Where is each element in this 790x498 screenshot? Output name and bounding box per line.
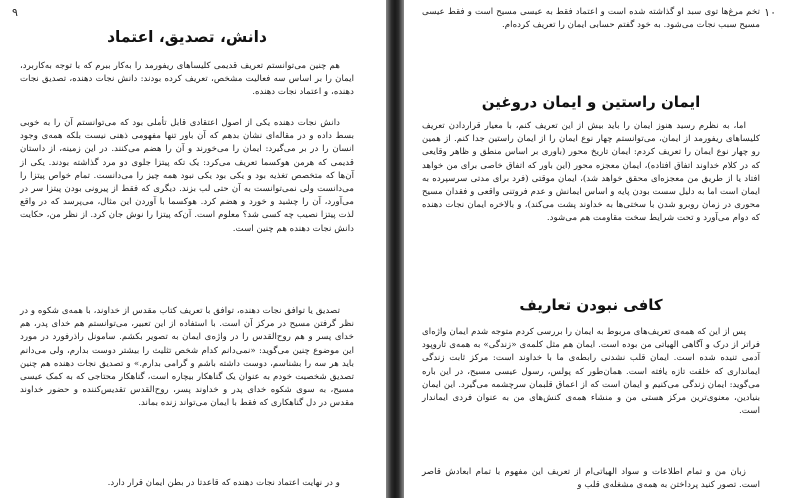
body-paragraph: تخم مرغ‌ها توی سبد او گذاشته شده است و اعتماد فقط به عیسی مسیح است و فقط عیسی مسیح سبب نجات می‌شود. به خود گفتم حسابی ایمان را تعریف کرده‌ام. [422,7,760,31]
body-paragraph: هم چنین می‌توانستم تعریف قدیمی کلیساهای ریفورمد را به‌کار ببرم که با توجه به‌کاربرد، ایمان را بر اساس سه فعالیت مشخص، تعریف کرده بودند: دانش نجات دهنده، تصدیق نجات دهنده، و اعتماد نجات دهنده. [20,61,354,98]
book-gutter [386,0,404,498]
left-page [0,0,386,498]
body-paragraph: زبان من و تمام اطلاعات و سواد الهیاتی‌ام از تعریف این مفهوم با تمام ابعادش قاصر است. تصور کنید پرداختن به همه‌ی مشغله‌ی قلب و [422,467,760,491]
body-paragraph: دانش نجات دهنده یکی از اصول اعتقادی قابل تأملی بود که می‌توانستم آن را به خوبی بسط داده و در مقاله‌ای نشان بدهم که آن باور تنها مفهومی ذهنی نیست بلکه همه‌ی وجود انسان را در بر می‌گیرد: ایمان را می‌خورند و آن را هضم می‌کنند. در این زمینه، از داستان قدیمی که هرمن هوکسما تعریف می‌کرد: یک تکه پیتزا جلوی دو مرد گذاشته بودند. یکی از آن‌ها که متخصص تغذیه بود و یکی بود یکی نبود همه چیز را می‌دانست. تمام خواص پیتزا را می‌دانست ولی نمی‌توانست به آن حتی لب بزند. دیگری که فقط از پیرونی بودن پیتزا سر در می‌آورد، آن را چشید و خورد و هضم کرد. هوکسما با آوردن این مثال، می‌پرسد که در واقع لذت پیتزا نصیب چه کسی شد؟ معلوم است. آن‌که پیتزا را نوش جان کرد. از نظر من، حکایت دانش نجات دهنده هم چنین است. [20,118,354,234]
section-title: دانش، تصدیق، اعتماد [107,28,267,46]
body-paragraph: پس از این که همه‌ی تعریف‌های مربوط به ایمان را بررسی کردم متوجه شدم ایمان واژه‌ای فراتر از درک و آگاهی الهیاتی من بوده است. ایمان هم مثل کلمه‌ی «زندگی» به همه‌ی تاروپود آدمی تنیده شده است. ایمان قلب نشدنی رابطه‌ی ما با خداوند است: مرکز ثابت زندگی ایمانداری که خلقت تازه یافته است. همان‌طور که پولس، رسول عیسی مسیح، در این باره می‌گوید: ایمان زندگی می‌کنیم و ایمان است که از اعماق قلبمان سرچشمه می‌گیرد. این ایمان بنیادین، معنوی‌ترین مرکز هستی من و منشاء همه‌ی کنش‌های من به عنوان فردی ایماندار است. [422,327,760,417]
body-paragraph: و در نهایت اعتماد نجات دهنده که قاعدتا در بطن ایمان قرار دارد. [107,478,340,488]
page-number: ۱۰ [764,6,776,19]
section-heading: کافی نبودن تعاریف [519,296,663,314]
body-paragraph: تصدیق یا توافق نجات دهنده، توافق با تعریف کتاب مقدس از خداوند، با همه‌ی شکوه و در نظر گرفتن مسیح در مرکز آن است. با استفاده از این تعبیر، می‌توانستم هم خدای پدر، هم خدای پسر و هم روح‌القدس را در واژه‌ی ایمان به تصویر بکشم. سامونل راذرفورد در مورد این موضوع چنین می‌گوید: «نمی‌دانم کدام شخص تثلیث را بیشتر دوست بدارم، ولی می‌دانم باید هر سه را بشناسم، دوست داشته باشم و گرامی بدارم.» و تصدیق نجات دهنده هم چنین تصدیق شخصیت خودم به عنوان یک گناهکار بیچاره است، گناهکار محتاجی که به کمک عیسی مسیح، به سوی شکوه خدای پدر و خداوند پسر، روح‌القدس تقدیس‌کننده و حضور خداوند مقدس در دل گناهکاری که فقط با ایمان می‌تواند زنده بماند. [20,306,354,409]
body-paragraph: اما، به نظرم رسید هنوز ایمان را باید بیش از این تعریف کنم، با معیار قراردادن تعریف کلیساهای ریفورمد از ایمان، می‌توانستم چهار نوع ایمان را از ایمان راستین جدا کنم. از همین رو چهار نوع ایمان را تعریف کردم: ایمان تاریخ محور (باوری بر اساس منطق و ظاهر وقایعی که در کلام خداوند اتفاق افتاده)، ایمان معجزه محور (این باور که اتفاق خاصی برای من خواهد افتاد یا از طریق من معجزه‌ای محقق خواهد شد)، ایمان موقتی (فرد برای مدتی سرسپرده به ایمان است اما به دلیل سست بودن پایه و اساس ایمانش و عدم فروتنی واقعی و فقدان مسیح محوری در زمان روبرو شدن با سختی‌ها به خداوند پشت می‌کند)، و بالاخره ایمان نجات دهنده که دوام می‌آورد و تحت شرایط سخت مقاومت هم می‌شود. [422,121,760,224]
page-number: ۹ [12,6,18,19]
section-heading: ایمان راستین و ایمان دروغین [481,93,701,111]
right-page [404,0,790,498]
